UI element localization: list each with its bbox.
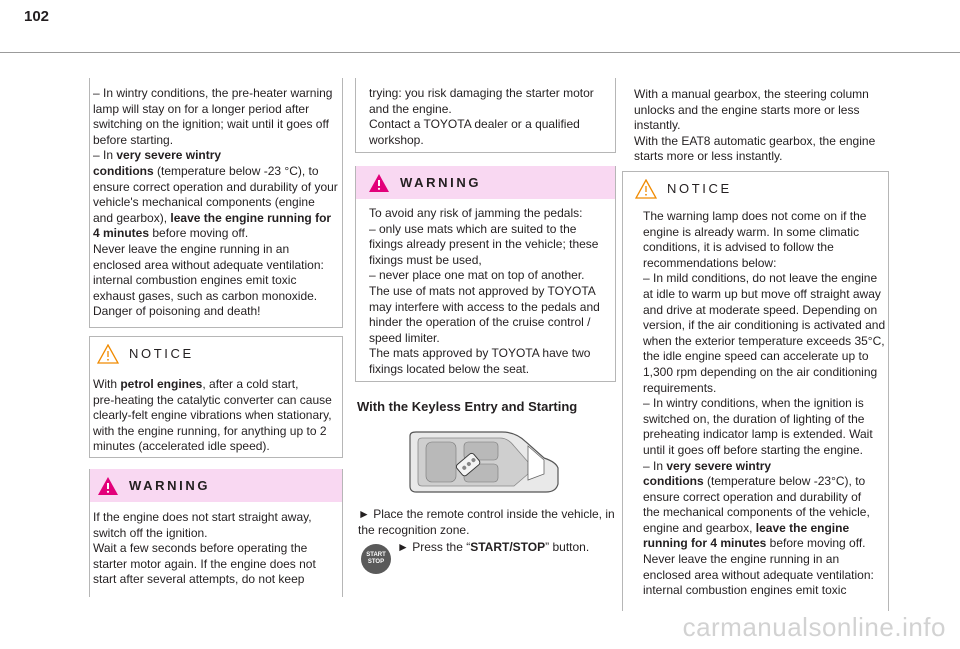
text-line: the idle engine speed can accelerate up to xyxy=(643,349,869,364)
text-line: Never leave the engine running in an xyxy=(93,241,290,256)
continued-text xyxy=(369,86,594,148)
text-line: vehicle's mechanical components (engine xyxy=(93,195,315,210)
gearbox-intro xyxy=(634,87,875,165)
step-line: ► Press the “START/STOP” button. xyxy=(397,540,590,554)
text-line: hinder the operation of the cruise control / xyxy=(369,315,591,330)
notice-icon xyxy=(97,344,119,364)
warning-icon xyxy=(368,173,390,193)
intro-box-text xyxy=(93,86,338,320)
warning-label: WARNING xyxy=(400,175,482,190)
continued-box xyxy=(355,78,616,153)
text-line: The mats approved by TOYOTA have two xyxy=(369,346,591,361)
text-line: clearly-felt engine vibrations when stationary, xyxy=(93,408,332,423)
step-text-2 xyxy=(397,540,589,556)
text-line: To avoid any risk of jamming the pedals: xyxy=(369,206,583,220)
text-line: until it goes off before starting the engine. xyxy=(643,442,863,457)
text-line: and gearbox), leave the engine running for xyxy=(93,210,332,225)
text-line: switch off the ignition. xyxy=(93,525,208,540)
text-line: – In very severe wintry xyxy=(643,458,772,473)
text-line: switching on the ignition; wait until it goes off xyxy=(93,117,329,132)
text-line: ensure correct operation and durability of xyxy=(643,489,862,504)
text-line: Never leave the engine running in an xyxy=(643,552,840,567)
notice-text xyxy=(93,377,332,455)
text-line: and drive at moderate speed. Depending on xyxy=(643,302,878,317)
text-line: 4 minutes before moving off. xyxy=(93,226,249,241)
text-line: engine is already warm. In some climatic xyxy=(643,224,860,239)
notice-box-col3 xyxy=(622,171,889,611)
text-line: With petrol engines, after a cold start, xyxy=(93,377,299,391)
text-line: – In wintry conditions, the pre-heater warning xyxy=(93,86,333,100)
warning-box-mats xyxy=(355,166,616,382)
text-line: instantly. xyxy=(634,118,681,133)
text-line: The use of mats not approved by TOYOTA xyxy=(369,283,596,298)
text-line: Contact a TOYOTA dealer or a qualified xyxy=(369,117,580,132)
text-line: starts more or less instantly. xyxy=(634,149,783,164)
notice-label: NOTICE xyxy=(667,181,732,196)
start-stop-bottom-label: STOP xyxy=(367,559,385,565)
text-line: at idle to warm up but move off straight away xyxy=(643,286,881,301)
text-line: speed limiter. xyxy=(369,330,440,345)
section-heading: With the Keyless Entry and Starting xyxy=(357,399,578,414)
text-line: enclosed area without adequate ventilation: xyxy=(93,257,324,272)
text-line: – never place one mat on top of another. xyxy=(369,268,585,283)
text-line: enclosed area without adequate ventilation: xyxy=(643,567,874,582)
text-line: pre-heating the catalytic converter can cause xyxy=(93,392,332,407)
text-line: trying: you risk damaging the starter motor xyxy=(369,86,594,100)
text-line: workshop. xyxy=(369,132,424,147)
text-line: requirements. xyxy=(643,380,717,395)
warning-band xyxy=(356,166,615,199)
start-stop-button-icon xyxy=(361,544,391,574)
text-line: conditions, it is advised to follow the xyxy=(643,240,834,255)
text-line: exhaust gases, such as carbon monoxide. xyxy=(93,288,318,303)
text-line: ensure correct operation and durability of your xyxy=(93,179,338,194)
warning-box xyxy=(89,469,343,597)
warning-icon xyxy=(97,476,119,496)
text-line: fixings must be used, xyxy=(369,252,482,267)
text-line: – In wintry conditions, when the ignition is xyxy=(643,396,864,411)
step-line: ► Place the remote control inside the vehicle, in xyxy=(358,507,615,521)
text-line: conditions (temperature below -23 °C), to xyxy=(93,163,319,178)
text-line: 1,300 rpm depending on the air conditioning xyxy=(643,364,878,379)
text-line: with the engine running, for anything up to 2 xyxy=(93,423,327,438)
page-number: 102 xyxy=(24,8,50,25)
notice-col3-text xyxy=(643,209,885,599)
text-line: version, if the air conditioning is activated and xyxy=(643,318,886,333)
text-line: when the exterior temperature exceeds 35°C, xyxy=(643,333,885,348)
notice-band xyxy=(90,337,342,370)
step-line: the recognition zone. xyxy=(358,522,470,537)
text-line: the mechanical components of the vehicle, xyxy=(643,505,870,520)
intro-box xyxy=(89,78,343,328)
text-line: preheating indicator lamp is extended. Wait xyxy=(643,427,873,442)
text-line: – In very severe wintry xyxy=(93,148,222,163)
text-line: lamp will stay on for a longer period after xyxy=(93,101,310,116)
text-line: running for 4 minutes before moving off. xyxy=(643,536,866,551)
text-line: With the EAT8 automatic gearbox, the engine xyxy=(634,133,876,148)
step-text xyxy=(358,507,615,538)
text-line: minutes (accelerated idle speed). xyxy=(93,439,270,454)
text-line: starter motor again. If the engine does not xyxy=(93,556,316,571)
text-line: internal combustion engines emit toxic xyxy=(643,583,847,598)
text-line: recommendations below: xyxy=(643,255,777,270)
text-line: fixings already present in the vehicle; these xyxy=(369,237,599,252)
top-rule xyxy=(0,52,960,53)
text-line: and the engine. xyxy=(369,101,452,116)
text-line: Wait a few seconds before operating the xyxy=(93,541,308,556)
watermark: carmanualsonline.info xyxy=(682,612,946,642)
text-line: The warning lamp does not come on if the xyxy=(643,209,867,223)
notice-icon xyxy=(635,179,657,199)
text-line: may interfere with access to the pedals and xyxy=(369,299,600,314)
text-line: engine and gearbox, leave the engine xyxy=(643,520,850,535)
notice-label: NOTICE xyxy=(129,346,194,361)
car-keyless-illustration xyxy=(404,428,564,498)
text-line: Danger of poisoning and death! xyxy=(93,304,261,319)
warning-text xyxy=(93,510,316,588)
text-line: conditions (temperature below -23°C), to xyxy=(643,474,866,489)
text-line: With a manual gearbox, the steering column xyxy=(634,87,869,101)
start-stop-top-label: START xyxy=(366,552,386,558)
text-line: – In mild conditions, do not leave the engine xyxy=(643,271,878,286)
text-line: before starting. xyxy=(93,132,174,147)
warning-label: WARNING xyxy=(129,478,211,493)
notice-band xyxy=(623,172,888,205)
notice-box xyxy=(89,336,343,458)
text-line: If the engine does not start straight away, xyxy=(93,510,312,524)
text-line: internal combustion engines emit toxic xyxy=(93,273,297,288)
warning-band xyxy=(90,469,342,502)
warning-mats-text xyxy=(369,206,600,378)
text-line: unlocks and the engine starts more or less xyxy=(634,102,860,117)
text-line: fixings located below the seat. xyxy=(369,361,530,376)
text-line: switched on, the duration of lighting of the xyxy=(643,411,865,426)
text-line: – only use mats which are suited to the xyxy=(369,221,577,236)
text-line: start after several attempts, do not keep xyxy=(93,572,305,587)
